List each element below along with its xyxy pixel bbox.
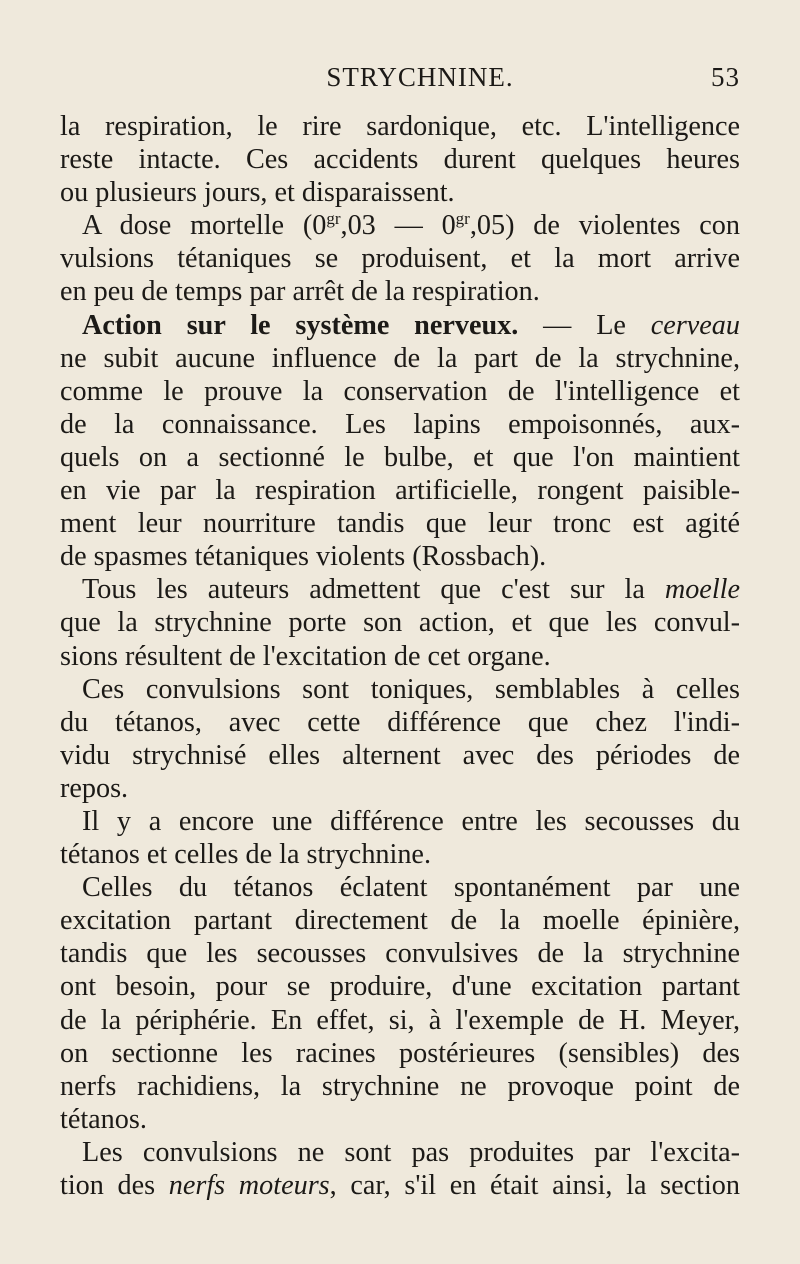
running-header: [100, 62, 740, 98]
text-line: [60, 573, 740, 606]
text-run: ,03 — 0: [340, 210, 456, 242]
text-line: tétanos et celles de la strychnine.: [60, 839, 431, 871]
italic-term: nerfs moteurs: [168, 1170, 330, 1201]
text-line: [60, 1169, 740, 1202]
text-line: ment leur nourriture tandis que leur tronc est agité: [60, 508, 740, 540]
text-line: excitation partant directement de la moelle épinière,: [60, 905, 740, 937]
text-line: de la périphérie. En effet, si, à l'exemple de H. Meyer,: [60, 1004, 740, 1036]
text-line: comme le prouve la conservation de l'intelligence et: [60, 375, 740, 407]
text-line: repos.: [60, 772, 129, 804]
text-line: vidu strychnisé elles alternent avec des périodes de: [60, 739, 740, 771]
text-line: ne subit aucune influence de la part de la strychnine,: [60, 342, 740, 374]
text-line: tétanos.: [60, 1103, 147, 1135]
text-line: vulsions tétaniques se produisent, et la mort arrive: [60, 243, 740, 275]
text-line: sions résultent de l'excitation de cet organe.: [60, 640, 551, 672]
text-line: du tétanos, avec cette différence que chez l'indi-: [60, 706, 740, 738]
text-line: Celles du tétanos éclatent spontanément par une: [82, 872, 740, 904]
superscript: gr: [455, 209, 470, 229]
text-line: que la strychnine porte son action, et que les convul-: [60, 607, 740, 639]
text-line: [60, 209, 740, 242]
italic-term: cerveau: [650, 309, 740, 341]
text-line: Ces convulsions sont toniques, semblables à celles: [82, 673, 740, 705]
text-run: ,05) de violentes con: [469, 210, 740, 242]
text-line: en peu de temps par arrêt de la respiration.: [60, 276, 540, 308]
body-text: [60, 110, 740, 1202]
text-line: quels on a sectionné le bulbe, et que l'on maintient: [60, 441, 740, 473]
text-run: — Le: [518, 309, 651, 341]
text-run: tion des: [60, 1170, 169, 1201]
text-run: A dose mortelle (0: [82, 210, 327, 242]
text-line: de spasmes tétaniques violents (Rossbach).: [60, 541, 547, 573]
italic-term: moelle: [664, 574, 740, 606]
text-line: tandis que les secousses convulsives de la strychnine: [60, 938, 740, 970]
running-title: STRYCHNINE.: [326, 62, 514, 92]
text-line: Les convulsions ne sont pas produites par l'excita-: [82, 1136, 740, 1168]
superscript: gr: [326, 209, 341, 229]
section-heading: Action sur le système nerveux.: [82, 309, 519, 341]
text-run: Tous les auteurs admettent que c'est sur la: [82, 574, 665, 606]
text-run: , car, s'il en était ainsi, la section: [329, 1170, 740, 1201]
text-line: de la connaissance. Les lapins empoisonnés, aux-: [60, 408, 740, 440]
page-number: 53: [711, 62, 740, 92]
text-line: [60, 309, 740, 342]
text-line: ont besoin, pour se produire, d'une excitation partant: [60, 971, 740, 1003]
text-line: Il y a encore une différence entre les secousses du: [82, 805, 740, 837]
text-line: en vie par la respiration artificielle, rongent paisible-: [60, 475, 740, 507]
text-line: nerfs rachidiens, la strychnine ne provoque point de: [60, 1070, 740, 1102]
text-line: on sectionne les racines postérieures (sensibles) des: [60, 1037, 740, 1069]
text-line: la respiration, le rire sardonique, etc. L'intelligence: [60, 111, 740, 142]
text-line: ou plusieurs jours, et disparaissent.: [60, 177, 455, 209]
text-line: reste intacte. Ces accidents durent quelques heures: [60, 144, 740, 176]
